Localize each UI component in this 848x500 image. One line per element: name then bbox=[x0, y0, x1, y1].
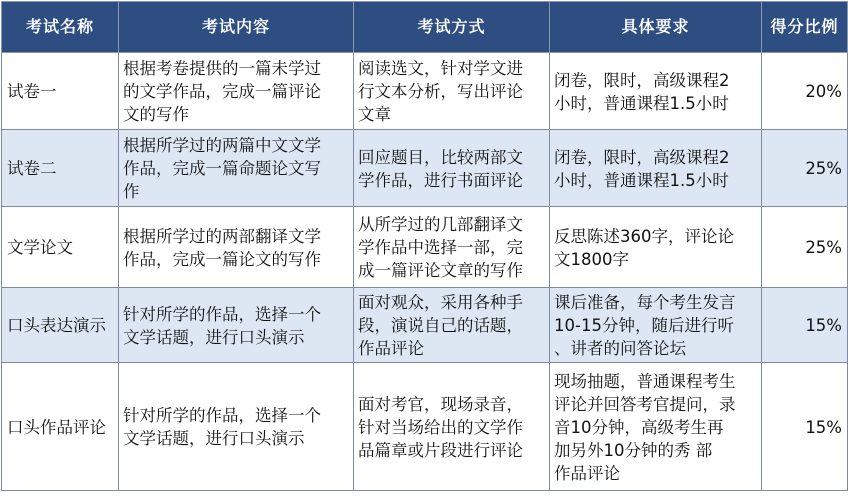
method-line: 面对考官，现场录音， bbox=[358, 394, 523, 414]
header-exam-content: 考试内容 bbox=[119, 2, 354, 53]
header-exam-name: 考试名称 bbox=[2, 2, 119, 53]
content-line: 作品，完成一篇论文的写作 bbox=[123, 249, 321, 269]
method-line: 文章 bbox=[358, 105, 391, 124]
exam-method-cell bbox=[354, 207, 550, 288]
content-line: 作品，完成一篇命题论文写 bbox=[123, 159, 321, 178]
header-score-ratio: 得分比例 bbox=[762, 2, 848, 53]
method-line: 阅读选文，针对学文进 bbox=[358, 59, 523, 78]
requirement-line: 反思陈述360字，评论论 bbox=[554, 226, 734, 246]
method-line: 品篇章或片段进行评论 bbox=[358, 440, 523, 460]
method-line: 成一篇评论文章的写作 bbox=[358, 261, 523, 280]
requirement-cell bbox=[550, 207, 762, 288]
exam-content-cell bbox=[119, 130, 354, 207]
content-line: 根据所学过的两篇中文文学 bbox=[123, 136, 321, 155]
exam-content-cell bbox=[119, 207, 354, 288]
method-line: 学作品，进行书面评论 bbox=[358, 170, 523, 190]
method-line: 回应题目，比较两部文 bbox=[358, 147, 523, 167]
method-line: 针对当场给出的文学作 bbox=[358, 417, 523, 437]
content-line: 针对所学的作品，选择一个 bbox=[123, 406, 321, 425]
requirement-line: 课后准备，每个考生发言 bbox=[554, 293, 736, 312]
exam-content-cell bbox=[119, 363, 354, 491]
header-row bbox=[2, 2, 848, 53]
requirement-line: 作品评论 bbox=[554, 463, 620, 483]
exam-method-cell bbox=[354, 363, 550, 491]
requirement-line: 音10分钟，高级考生再 bbox=[554, 417, 724, 437]
requirement-line: 10-15分钟，随后进行听 bbox=[554, 316, 734, 335]
score-cell: 15% bbox=[762, 363, 848, 491]
score-cell: 20% bbox=[762, 53, 848, 130]
method-line: 作品评论 bbox=[358, 339, 424, 358]
table-row bbox=[2, 288, 848, 363]
content-line: 文学话题，进行口头演示 bbox=[123, 327, 305, 347]
table-row bbox=[2, 53, 848, 130]
method-line: 学作品中选择一部，完 bbox=[358, 238, 523, 257]
requirement-cell bbox=[550, 130, 762, 207]
content-line: 根据考卷提供的一篇未学过 bbox=[123, 59, 321, 78]
requirement-cell bbox=[550, 288, 762, 363]
requirement-line: 、讲者的问答论坛 bbox=[554, 339, 686, 358]
score-cell: 25% bbox=[762, 207, 848, 288]
method-line: 从所学过的几部翻译文 bbox=[358, 215, 523, 234]
content-line: 的文学作品，完成一篇评论 bbox=[123, 82, 321, 101]
content-line: 根据所学过的两部翻译文学 bbox=[123, 226, 321, 246]
table-row bbox=[2, 130, 848, 207]
exam-table bbox=[1, 1, 848, 491]
requirement-line: 文1800字 bbox=[554, 249, 629, 269]
requirement-line: 小时，普通课程1.5小时 bbox=[554, 170, 729, 190]
content-line: 针对所学的作品，选择一个 bbox=[123, 304, 321, 324]
requirement-line: 评论并回答考官提问，录 bbox=[554, 394, 736, 414]
requirement-line: 现场抽题，普通课程考生 bbox=[554, 371, 736, 391]
exam-method-cell bbox=[354, 288, 550, 363]
requirement-line: 闭卷，限时，高级课程2 bbox=[554, 70, 730, 90]
content-line: 作 bbox=[123, 182, 140, 201]
content-line: 文学话题，进行口头演示 bbox=[123, 429, 305, 448]
exam-name-cell: 文学论文 bbox=[2, 207, 119, 288]
score-cell: 15% bbox=[762, 288, 848, 363]
exam-name-cell: 口头表达演示 bbox=[2, 288, 119, 363]
exam-content-cell bbox=[119, 288, 354, 363]
score-cell: 25% bbox=[762, 130, 848, 207]
requirement-cell bbox=[550, 363, 762, 491]
exam-content-cell bbox=[119, 53, 354, 130]
requirement-cell bbox=[550, 53, 762, 130]
exam-name-cell: 试卷二 bbox=[2, 130, 119, 207]
requirement-line: 小时，普通课程1.5小时 bbox=[554, 93, 729, 113]
method-line: 段，演说自己的话题， bbox=[358, 316, 523, 335]
table-row bbox=[2, 207, 848, 288]
exam-name-cell: 口头作品评论 bbox=[2, 363, 119, 491]
requirement-line: 闭卷，限时，高级课程2 bbox=[554, 147, 730, 167]
method-line: 面对观众，采用各种手 bbox=[358, 293, 523, 312]
method-line: 行文本分析，写出评论 bbox=[358, 82, 523, 101]
table-row bbox=[2, 363, 848, 491]
requirement-line: 加另外10分钟的秀 部 bbox=[554, 440, 713, 460]
exam-method-cell bbox=[354, 130, 550, 207]
header-exam-method: 考试方式 bbox=[354, 2, 550, 53]
exam-method-cell bbox=[354, 53, 550, 130]
exam-name-cell: 试卷一 bbox=[2, 53, 119, 130]
content-line: 文的写作 bbox=[123, 105, 189, 124]
header-requirements: 具体要求 bbox=[550, 2, 762, 53]
